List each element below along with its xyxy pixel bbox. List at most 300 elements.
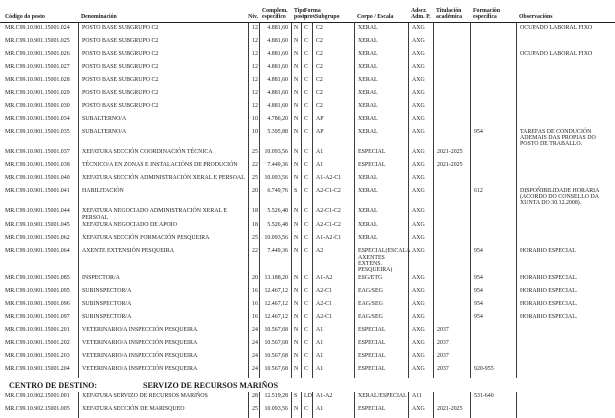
column-header-obs: Observacións	[519, 14, 553, 21]
cell-tipo: N	[291, 75, 301, 88]
table-row	[0, 36, 615, 49]
cell-denominacion: SUBALTERNO/A	[78, 127, 248, 147]
cell-niv: 24	[248, 339, 259, 352]
cell-complem: 7.449,36	[259, 160, 291, 173]
cell-complem: 4.881,60	[259, 23, 291, 36]
cell-subgrupo: A2-C1	[312, 287, 354, 300]
cell-forma: LD	[301, 392, 312, 405]
cell-obs	[516, 326, 615, 339]
centro-de-destino-header	[0, 378, 615, 392]
table-row	[0, 114, 615, 127]
cell-tipo: N	[291, 247, 301, 274]
cell-tipo: N	[291, 147, 301, 160]
cell-forma: C	[301, 274, 312, 287]
cell-adscr: AXG	[408, 313, 433, 326]
cell-titulacion	[433, 127, 470, 147]
cell-niv: 10	[248, 127, 259, 147]
cell-subgrupo: AP	[312, 114, 354, 127]
cell-corpo: XERAL	[354, 221, 408, 234]
table-row	[0, 300, 615, 313]
cell-complem: 4.881,60	[259, 49, 291, 62]
column-header-codigo: Código do posto	[5, 14, 45, 21]
column-header-adscr: Adscr. Adm. P.	[411, 7, 431, 21]
column-header-denominacion: Denominación	[81, 14, 117, 21]
cell-niv: 10	[248, 114, 259, 127]
cell-tipo: N	[291, 88, 301, 101]
cell-codigo: MR.C99.10.902.15001.001	[5, 393, 70, 400]
table-row	[0, 326, 615, 339]
cell-forma: C	[301, 114, 312, 127]
table-body-centro-1	[0, 23, 615, 378]
cell-forma: C	[301, 127, 312, 147]
table-row	[0, 147, 615, 160]
cell-adscr: AXG	[408, 300, 433, 313]
cell-tipo: N	[291, 127, 301, 147]
cell-formacion	[470, 101, 516, 114]
cell-codigo: MR.C99.10.901.15001.026	[5, 50, 70, 57]
cell-complem: 10.567,68	[259, 339, 291, 352]
cell-denominacion: VETERINARIO/A INSPECCIÓN PESQUEIRA	[78, 339, 248, 352]
cell-denominacion: AXENTE EXTENSIÓN PESQUEIRA	[78, 247, 248, 274]
cell-niv: 28	[248, 392, 259, 405]
cell-adscr: AXG	[408, 62, 433, 75]
cell-subgrupo: A2-C1-C2	[312, 221, 354, 234]
table-row	[0, 49, 615, 62]
cell-formacion: 954	[470, 287, 516, 300]
cell-subgrupo: C2	[312, 88, 354, 101]
cell-formacion	[470, 405, 516, 418]
cell-complem: 12.519,28	[259, 392, 291, 405]
cell-obs: OCUPADO LABORAL FIXO	[516, 49, 615, 62]
cell-subgrupo: A1	[312, 147, 354, 160]
cell-corpo: XERAL	[354, 207, 408, 221]
cell-forma: C	[301, 173, 312, 186]
cell-corpo: ESPECIAL	[354, 339, 408, 352]
cell-codigo: MR.C99.10.901.15001.085	[5, 275, 70, 282]
cell-tipo: N	[291, 365, 301, 378]
cell-titulacion: 2021-2025	[433, 405, 470, 418]
table-row	[0, 207, 615, 221]
cell-formacion	[470, 160, 516, 173]
cell-niv: 12	[248, 49, 259, 62]
cell-titulacion	[433, 247, 470, 274]
cell-corpo: XERAL/ESPECIAL	[354, 392, 408, 405]
cell-forma: C	[301, 300, 312, 313]
cell-niv: 18	[248, 221, 259, 234]
cell-titulacion: 2037	[433, 326, 470, 339]
cell-forma: C	[301, 352, 312, 365]
cell-obs: HORARIO ESPECIAL.	[516, 313, 615, 326]
cell-forma: C	[301, 101, 312, 114]
cell-formacion: 531-640	[470, 392, 516, 405]
cell-titulacion: 2021-2025	[433, 147, 470, 160]
cell-niv: 18	[248, 207, 259, 221]
table-row	[0, 160, 615, 173]
cell-tipo: N	[291, 339, 301, 352]
cell-codigo: MR.C99.10.901.15001.062	[5, 235, 70, 242]
cell-formacion: 954	[470, 247, 516, 274]
cell-codigo: MR.C99.10.901.15001.029	[5, 89, 70, 96]
cell-formacion	[470, 36, 516, 49]
cell-formacion	[470, 147, 516, 160]
cell-formacion	[470, 234, 516, 247]
cell-tipo: N	[291, 114, 301, 127]
table-row	[0, 365, 615, 378]
cell-forma: C	[301, 62, 312, 75]
cell-titulacion	[433, 101, 470, 114]
cell-formacion	[470, 207, 516, 221]
cell-forma: C	[301, 221, 312, 234]
cell-corpo: XERAL	[354, 23, 408, 36]
cell-denominacion: VETERINARIO/A INSPECCIÓN PESQUEIRA	[78, 365, 248, 378]
table-row	[0, 405, 615, 418]
cell-titulacion: 2037	[433, 352, 470, 365]
cell-complem: 10.093,56	[259, 147, 291, 160]
cell-obs	[516, 88, 615, 101]
cell-corpo: XERAL	[354, 49, 408, 62]
cell-niv: 25	[248, 405, 259, 418]
column-header-tipo: Tipo posto	[294, 7, 308, 21]
cell-subgrupo: A1	[312, 160, 354, 173]
cell-adscr: AXG	[408, 173, 433, 186]
cell-obs	[516, 392, 615, 405]
cell-adscr: AXG	[408, 75, 433, 88]
cell-obs: TAREFAS DE CONDUCIÓN ADEMAIS DAS PROPIAS DO POSTO DE TRABALLO.	[516, 127, 615, 147]
cell-denominacion: TÉCNICO/A EN ZONAS E INSTALACIÓNS DE PRODUCIÓN	[78, 160, 248, 173]
cell-adscr: AXG	[408, 49, 433, 62]
column-header-niv: Niv.	[248, 14, 258, 21]
cell-titulacion	[433, 300, 470, 313]
cell-codigo: MR.C99.10.901.15001.064	[5, 248, 70, 255]
cell-corpo: EAG/SEG	[354, 287, 408, 300]
cell-titulacion	[433, 23, 470, 36]
table-row	[0, 23, 615, 36]
cell-adscr: AXG	[408, 287, 433, 300]
cell-denominacion: VETERINARIO/A INSPECCIÓN PESQUEIRA	[78, 326, 248, 339]
cell-codigo: MR.C99.10.901.15001.028	[5, 76, 70, 83]
cell-complem: 12.467,12	[259, 300, 291, 313]
table-row	[0, 339, 615, 352]
table-row	[0, 101, 615, 114]
cell-complem: 12.467,12	[259, 287, 291, 300]
cell-forma: C	[301, 186, 312, 206]
cell-codigo: MR.C99.10.901.15001.040	[5, 174, 70, 181]
cell-corpo: XERAL	[354, 234, 408, 247]
cell-codigo: MR.C99.10.901.15001.203	[5, 353, 70, 360]
table-body-centro-2	[0, 392, 615, 418]
cell-complem: 5.395,88	[259, 127, 291, 147]
cell-obs: HORARIO ESPECIAL.	[516, 287, 615, 300]
cell-tipo: N	[291, 36, 301, 49]
cell-niv: 24	[248, 326, 259, 339]
cell-obs	[516, 147, 615, 160]
cell-niv: 22	[248, 160, 259, 173]
cell-adscr: AXG	[408, 405, 433, 418]
cell-obs	[516, 160, 615, 173]
cell-codigo: MR.C99.10.901.15001.201	[5, 327, 70, 334]
cell-adscr: AXG	[408, 23, 433, 36]
cell-adscr: AXG	[408, 326, 433, 339]
cell-formacion	[470, 114, 516, 127]
cell-subgrupo: A1	[312, 326, 354, 339]
cell-corpo: XERAL	[354, 114, 408, 127]
column-header-complem: Complem. específico	[262, 7, 288, 21]
cell-subgrupo: A1-A2	[312, 392, 354, 405]
column-header-formacion: Formación específica	[473, 7, 501, 21]
cell-titulacion	[433, 173, 470, 186]
table-header	[0, 0, 615, 23]
cell-forma: C	[301, 49, 312, 62]
cell-obs	[516, 234, 615, 247]
cell-niv: 16	[248, 300, 259, 313]
cell-subgrupo: C2	[312, 62, 354, 75]
cell-adscr: AXG	[408, 247, 433, 274]
cell-complem: 10.567,68	[259, 352, 291, 365]
cell-titulacion	[433, 75, 470, 88]
cell-obs	[516, 365, 615, 378]
cell-titulacion	[433, 207, 470, 221]
cell-codigo: MR.C99.10.901.15001.045	[5, 222, 70, 229]
cell-tipo: N	[291, 352, 301, 365]
cell-codigo: MR.C99.10.902.15001.005	[5, 406, 70, 413]
cell-complem: 4.881,60	[259, 75, 291, 88]
cell-obs	[516, 221, 615, 234]
cell-formacion	[470, 221, 516, 234]
cell-obs	[516, 405, 615, 418]
cell-titulacion	[433, 114, 470, 127]
cell-denominacion: SUBALTERNO/A	[78, 114, 248, 127]
cell-complem: 6.749,76	[259, 186, 291, 206]
cell-corpo: EAG/SEG	[354, 313, 408, 326]
table-row	[0, 234, 615, 247]
cell-formacion	[470, 88, 516, 101]
cell-corpo: ESPECIAL	[354, 147, 408, 160]
cell-forma: C	[301, 75, 312, 88]
cell-subgrupo: C2	[312, 101, 354, 114]
cell-codigo: MR.C99.10.901.15001.024	[5, 24, 70, 31]
cell-denominacion: POSTO BASE SUBGRUPO C2	[78, 62, 248, 75]
cell-subgrupo: C2	[312, 49, 354, 62]
cell-niv: 16	[248, 313, 259, 326]
cell-denominacion: SUBINSPECTOR/A	[78, 300, 248, 313]
cell-tipo: N	[291, 101, 301, 114]
table-row	[0, 173, 615, 186]
cell-adscr: AXG	[408, 127, 433, 147]
cell-codigo: MR.C99.10.901.15001.044	[5, 208, 70, 215]
cell-complem: 4.881,60	[259, 36, 291, 49]
cell-obs: HORARIO ESPECIAL	[516, 247, 615, 274]
cell-codigo: MR.C99.10.901.15001.034	[5, 115, 70, 122]
cell-denominacion: XEFATURA NEGOCIADO ADMINISTRACIÓN XERAL E PERSOAL	[78, 207, 248, 221]
table-row	[0, 352, 615, 365]
cell-titulacion	[433, 62, 470, 75]
cell-tipo: N	[291, 207, 301, 221]
cell-codigo: MR.C99.10.901.15001.030	[5, 102, 70, 109]
cell-adscr: A11	[408, 392, 433, 405]
cell-niv: 12	[248, 75, 259, 88]
cell-adscr: AXG	[408, 221, 433, 234]
cell-niv: 25	[248, 234, 259, 247]
cell-forma: C	[301, 23, 312, 36]
cell-forma: C	[301, 36, 312, 49]
cell-formacion	[470, 326, 516, 339]
centro-de-destino-value: SERVIZO DE RECURSOS MARIÑOS	[143, 380, 279, 390]
cell-denominacion: XEFATURA SECCIÓN FORMACIÓN PESQUEIRA	[78, 234, 248, 247]
cell-obs: DISPOÑIBILIDADE HORARIA (ACORDO DO CONSELLO DA XUNTA DO 30.12.2008).	[516, 186, 615, 206]
cell-obs	[516, 101, 615, 114]
cell-niv: 25	[248, 147, 259, 160]
cell-corpo: ESPECIAL	[354, 160, 408, 173]
cell-denominacion: POSTO BASE SUBGRUPO C2	[78, 49, 248, 62]
cell-adscr: AXG	[408, 186, 433, 206]
table-row	[0, 313, 615, 326]
cell-tipo: N	[291, 221, 301, 234]
column-header-forma: Forma prov.	[304, 7, 321, 21]
cell-forma: C	[301, 339, 312, 352]
cell-subgrupo: A2-C1-C2	[312, 186, 354, 206]
cell-tipo: N	[291, 287, 301, 300]
cell-formacion: 954	[470, 313, 516, 326]
cell-forma: C	[301, 160, 312, 173]
cell-codigo: MR.C99.10.901.15001.095	[5, 288, 70, 295]
cell-denominacion: SUBINSPECTOR/A	[78, 313, 248, 326]
cell-denominacion: INSPECTOR/A	[78, 274, 248, 287]
cell-corpo: EAG/SEG	[354, 300, 408, 313]
cell-forma: C	[301, 313, 312, 326]
cell-niv: 24	[248, 352, 259, 365]
table-row	[0, 247, 615, 274]
cell-obs: HORARIO ESPECIAL.	[516, 300, 615, 313]
table-row	[0, 127, 615, 147]
cell-tipo: N	[291, 62, 301, 75]
cell-denominacion: HABILITACIÓN	[78, 186, 248, 206]
cell-corpo: ESG/ETG	[354, 274, 408, 287]
cell-formacion: 954	[470, 127, 516, 147]
cell-complem: 4.881,60	[259, 101, 291, 114]
cell-titulacion	[433, 287, 470, 300]
cell-complem: 10.567,68	[259, 365, 291, 378]
cell-adscr: AXG	[408, 88, 433, 101]
column-header-titulacion: Titulación académica	[436, 7, 463, 21]
table-row	[0, 287, 615, 300]
cell-titulacion: 2021-2025	[433, 160, 470, 173]
cell-adscr: AXG	[408, 207, 433, 221]
cell-codigo: MR.C99.10.901.15001.037	[5, 148, 70, 155]
cell-denominacion: XEFATURA SERVIZO DE RECURSOS MARIÑOS	[78, 392, 248, 405]
cell-complem: 10.093,56	[259, 173, 291, 186]
cell-tipo: N	[291, 313, 301, 326]
cell-corpo: ESPECIAL	[354, 352, 408, 365]
cell-complem: 5.526,48	[259, 207, 291, 221]
cell-obs	[516, 352, 615, 365]
cell-complem: 4.881,60	[259, 88, 291, 101]
cell-adscr: AXG	[408, 160, 433, 173]
table-row	[0, 62, 615, 75]
cell-complem: 4.881,60	[259, 62, 291, 75]
cell-complem: 12.467,12	[259, 313, 291, 326]
table-row	[0, 75, 615, 88]
cell-subgrupo: A2	[312, 247, 354, 274]
cell-subgrupo: A1	[312, 339, 354, 352]
cell-codigo: MR.C99.10.901.15001.035	[5, 128, 70, 135]
cell-forma: C	[301, 247, 312, 274]
cell-complem: 10.093,56	[259, 234, 291, 247]
cell-formacion	[470, 23, 516, 36]
cell-tipo: N	[291, 405, 301, 418]
cell-subgrupo: A1-A2	[312, 274, 354, 287]
cell-formacion	[470, 75, 516, 88]
cell-titulacion	[433, 392, 470, 405]
cell-formacion	[470, 62, 516, 75]
cell-denominacion: POSTO BASE SUBGRUPO C2	[78, 36, 248, 49]
cell-titulacion	[433, 221, 470, 234]
cell-tipo: N	[291, 300, 301, 313]
cell-adscr: AXG	[408, 36, 433, 49]
cell-obs	[516, 207, 615, 221]
cell-forma: C	[301, 326, 312, 339]
cell-tipo: N	[291, 326, 301, 339]
table-row	[0, 392, 615, 405]
cell-complem: 10.093,56	[259, 405, 291, 418]
cell-formacion	[470, 339, 516, 352]
cell-adscr: AXG	[408, 339, 433, 352]
cell-obs	[516, 62, 615, 75]
cell-forma: C	[301, 365, 312, 378]
cell-niv: 22	[248, 247, 259, 274]
cell-titulacion	[433, 49, 470, 62]
cell-corpo: ESPECIAL	[354, 365, 408, 378]
cell-niv: 12	[248, 88, 259, 101]
cell-corpo: XERAL	[354, 75, 408, 88]
cell-codigo: MR.C99.10.901.15001.038	[5, 161, 70, 168]
cell-denominacion: XEFATURA SECCIÓN ADMINISTRACIÓN XERAL E PERSOAL	[78, 173, 248, 186]
cell-subgrupo: A2-C1-C2	[312, 207, 354, 221]
cell-obs: HORARIO ESPECIAL.	[516, 274, 615, 287]
cell-denominacion: XEFATURA SECCIÓN DE MARISQUEO	[78, 405, 248, 418]
cell-formacion	[470, 173, 516, 186]
cell-subgrupo: A1-A2-C1	[312, 234, 354, 247]
cell-tipo: N	[291, 274, 301, 287]
table-row	[0, 221, 615, 234]
cell-forma: C	[301, 287, 312, 300]
cell-niv: 12	[248, 101, 259, 114]
cell-forma: C	[301, 207, 312, 221]
cell-titulacion	[433, 274, 470, 287]
table-row	[0, 274, 615, 287]
cell-denominacion: XEFATURA SECCIÓN COORDINACIÓN TÉCNICA	[78, 147, 248, 160]
cell-subgrupo: C2	[312, 75, 354, 88]
cell-subgrupo: A1	[312, 405, 354, 418]
cell-obs	[516, 114, 615, 127]
cell-titulacion	[433, 36, 470, 49]
cell-obs: OCUPADO LABORAL FIXO	[516, 23, 615, 36]
cell-tipo: N	[291, 173, 301, 186]
cell-denominacion: POSTO BASE SUBGRUPO C2	[78, 88, 248, 101]
cell-denominacion: VETERINARIO/A INSPECCIÓN PESQUEIRA	[78, 352, 248, 365]
cell-corpo: XERAL	[354, 88, 408, 101]
cell-subgrupo: A1	[312, 365, 354, 378]
cell-adscr: AXG	[408, 274, 433, 287]
cell-formacion	[470, 49, 516, 62]
cell-complem: 4.786,20	[259, 114, 291, 127]
cell-subgrupo: C2	[312, 23, 354, 36]
cell-titulacion	[433, 186, 470, 206]
cell-corpo: XERAL	[354, 101, 408, 114]
cell-adscr: AXG	[408, 234, 433, 247]
cell-adscr: AXG	[408, 365, 433, 378]
cell-formacion: 920-955	[470, 365, 516, 378]
cell-obs	[516, 36, 615, 49]
